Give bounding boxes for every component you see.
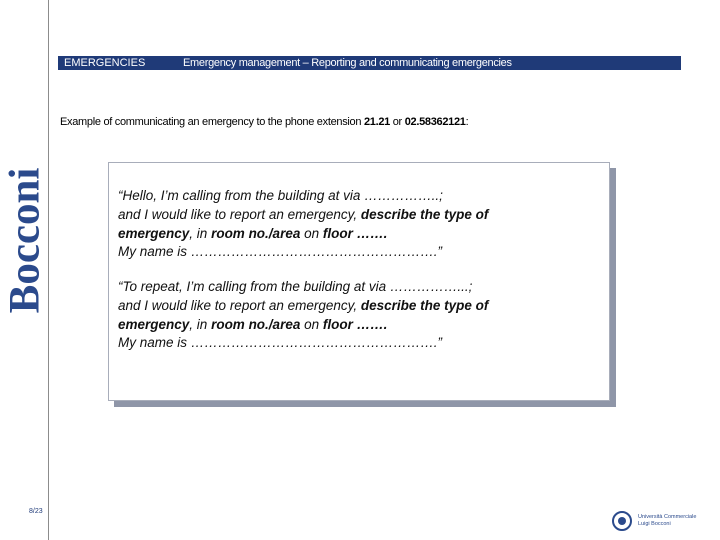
intro-connector: or — [389, 116, 405, 128]
university-crest-icon — [612, 511, 632, 531]
p1-line3-bold3: floor ……. — [322, 225, 388, 241]
p2-line3-mid1: , in — [189, 316, 212, 332]
p1-line2-bold: describe the type of — [360, 206, 489, 222]
p1-line4: My name is ……………………………………………….” — [118, 244, 443, 260]
p1-line3-bold2: room no./area — [211, 225, 301, 241]
intro-text-before: Example of communicating an emergency to the phone extension — [60, 116, 364, 128]
logo-line1: Università Commerciale — [638, 514, 697, 520]
p2-line2-pre: and I would like to report an emergency, — [118, 297, 361, 313]
p2-line2 — [118, 297, 488, 316]
p2-line1: “To repeat, I’m calling from the building at via ……………...; — [118, 279, 473, 294]
p2-line3-mid2: on — [300, 316, 323, 332]
intro-text — [60, 116, 468, 128]
intro-extension: 21.21 — [363, 116, 390, 128]
intro-phone: 02.58362121 — [404, 116, 466, 128]
p2-line3-bold2: room no./area — [211, 316, 301, 332]
p2-line4: My name is ……………………………………………….” — [118, 335, 443, 351]
university-logo — [612, 511, 696, 531]
bocconi-wordmark-text: Bocconi — [1, 167, 49, 313]
p2-line3-bold3: floor ……. — [322, 316, 388, 332]
bocconi-wordmark — [1, 160, 49, 320]
intro-text-after: : — [465, 116, 469, 128]
p1-line3 — [118, 225, 488, 244]
p1-line3-bold1: emergency — [118, 225, 190, 241]
p2-line2-bold: describe the type of — [360, 297, 489, 313]
logo-line2: Luigi Bocconi — [638, 521, 671, 527]
p1-line3-mid2: on — [300, 225, 323, 241]
script-box — [108, 162, 610, 401]
p1-line2 — [118, 206, 488, 225]
header-section-label: EMERGENCIES — [64, 57, 146, 69]
page-number: 8/23 — [29, 508, 43, 515]
university-logo-text — [638, 514, 696, 528]
p1-line1: “Hello, I’m calling from the building at via ……………..; — [118, 188, 443, 203]
header-bar — [58, 56, 681, 70]
p2-line3 — [118, 316, 488, 335]
p1-line2-pre: and I would like to report an emergency, — [118, 206, 361, 222]
script-paragraph-1 — [118, 187, 488, 262]
p1-line3-mid1: , in — [189, 225, 212, 241]
p2-line3-bold1: emergency — [118, 316, 190, 332]
script-paragraph-2 — [118, 278, 488, 353]
header-title: Emergency management – Reporting and communicating emergencies — [183, 57, 512, 69]
